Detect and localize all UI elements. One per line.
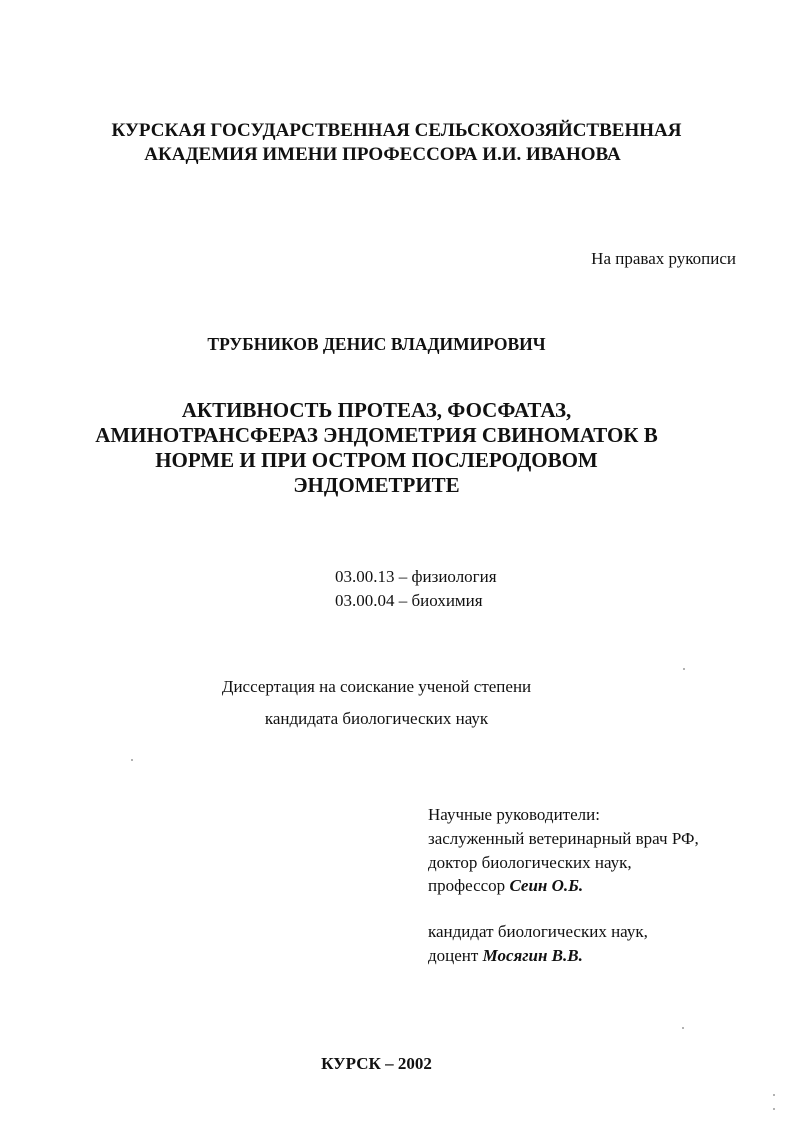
author-name: ТРУБНИКОВ ДЕНИС ВЛАДИМИРОВИЧ [207,334,546,354]
rights-note: На правах рукописи [591,249,736,268]
degree-line-1: Диссертация на соискание ученой степени [221,677,532,696]
institution-line-1: КУРСКАЯ ГОСУДАРСТВЕННАЯ СЕЛЬСКОХОЗЯЙСТВЕННАЯ [111,120,682,141]
institution-line-2: АКАДЕМИЯ ИМЕНИ ПРОФЕССОРА И.И. ИВАНОВА [144,144,621,165]
supervisor-1-title-1: заслуженный ветеринарный врач РФ, [428,829,699,848]
supervisor-2-line [428,947,583,964]
scan-speck [773,1094,775,1096]
title-line-4: ЭНДОМЕТРИТЕ [293,473,460,497]
title-line-1: АКТИВНОСТЬ ПРОТЕАЗ, ФОСФАТАЗ, [181,398,572,422]
supervisor-1-title-2: доктор биологических наук, [428,853,632,872]
scan-speck [682,1027,684,1029]
scan-speck [773,1108,775,1110]
supervisors-heading: Научные руководители: [428,805,600,824]
title-line-3: НОРМЕ И ПРИ ОСТРОМ ПОСЛЕРОДОВОМ [155,448,598,472]
supervisor-1-name: Сеин О.Б. [509,876,584,895]
specialty-physiology: 03.00.13 – физиология [335,567,497,586]
specialty-biochemistry: 03.00.04 – биохимия [335,591,483,610]
supervisor-1-line [428,877,583,894]
title-line-2: АМИНОТРАНСФЕРАЗ ЭНДОМЕТРИЯ СВИНОМАТОК В [95,423,658,447]
scan-speck [131,759,133,761]
supervisor-2-title-1: кандидат биологических наук, [428,922,648,941]
degree-line-2: кандидата биологических наук [264,709,489,728]
supervisor-2-name: Мосягин В.В. [482,946,583,965]
footer-city-year: КУРСК – 2002 [321,1054,432,1073]
supervisor-1-rank: профессор [428,876,506,895]
supervisor-2-rank: доцент [428,946,479,965]
scan-speck [683,668,685,670]
